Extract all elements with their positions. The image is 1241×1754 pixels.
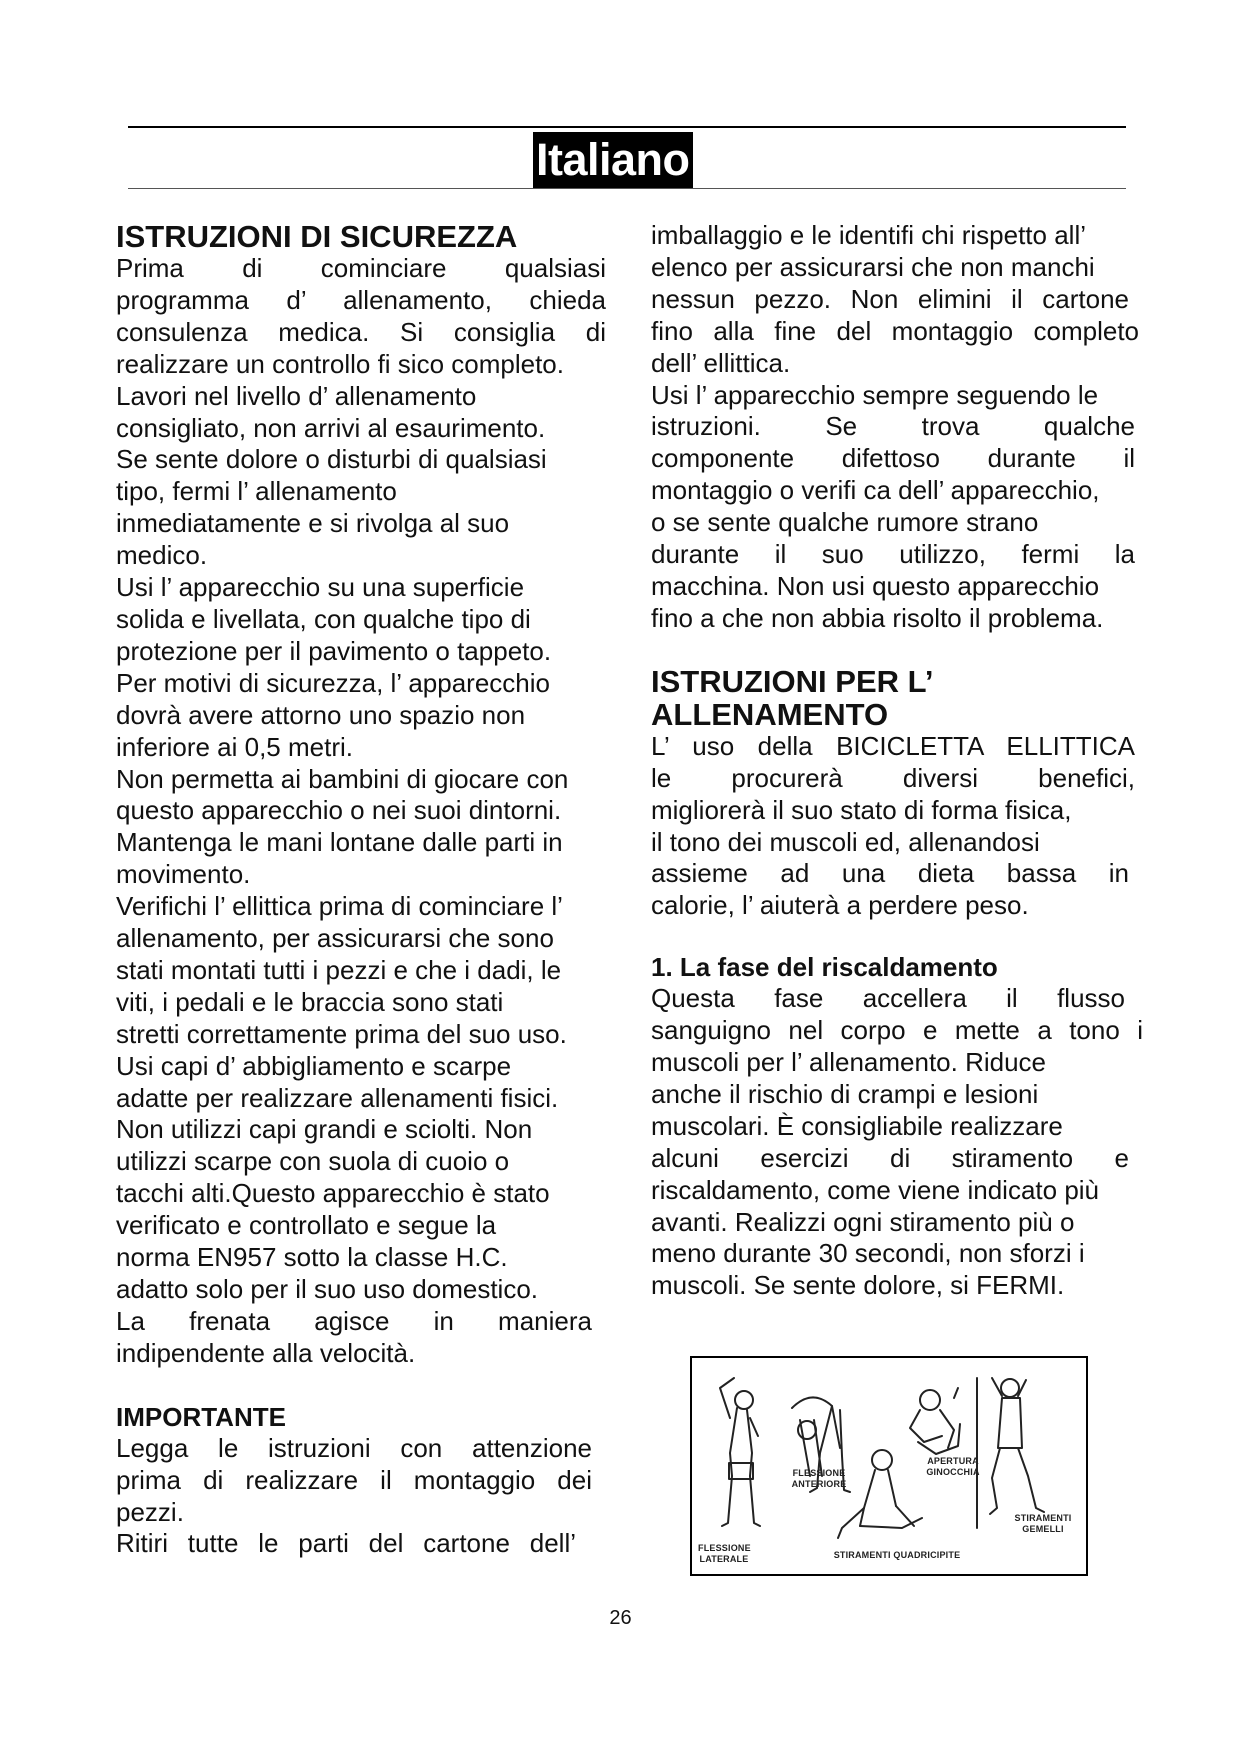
page-number: 26 — [609, 1607, 632, 1629]
text-line: calorie, l’ aiuterà a perdere peso. — [651, 890, 1029, 921]
text-line: Non permetta ai bambini di giocare con — [116, 763, 569, 794]
text-line: Usi capi d’ abbigliamento e scarpe — [116, 1050, 512, 1081]
text-line: Non utilizzi capi grandi e sciolti. Non — [116, 1114, 533, 1145]
text-line: montaggio o verifi ca dell’ apparecchio, — [651, 475, 1100, 506]
text-line: Usi l’ apparecchio sempre seguendo le — [651, 379, 1099, 410]
text-line: alcuni esercizi di stiramento e — [651, 1142, 1129, 1173]
text-line: avanti. Realizzi ogni stiramento più o — [651, 1206, 1075, 1237]
stretching-illustration — [692, 1358, 1085, 1573]
text-line: imballaggio e le identifi chi rispetto all’ — [651, 220, 1087, 250]
text-line: La frenata agisce in maniera — [116, 1305, 592, 1336]
text-line: durante il suo utilizzo, fermi la — [651, 539, 1135, 570]
spacer — [116, 1370, 606, 1402]
text-line: Ritiri tutte le parti del cartone dell’ — [116, 1528, 576, 1559]
continued-text — [651, 220, 1143, 635]
text-line: istruzioni. Se trova qualche — [651, 411, 1135, 442]
text-line: L’ uso della BICICLETTA ELLITTICA — [651, 730, 1135, 761]
text-line: muscolari. È consigliabile realizzare — [651, 1110, 1063, 1141]
label-calf-stretch: STIRAMENTI GEMELLI — [1014, 1513, 1072, 1534]
header-top-rule — [128, 126, 1126, 128]
text-line: o se sente qualche rumore strano — [651, 507, 1039, 538]
text-line: dovrà avere attorno uno spazio non — [116, 699, 526, 730]
training-text — [651, 731, 1143, 922]
label-forward-bend: FLESSIONE ANTERIORE — [791, 1468, 847, 1489]
header-bottom-rule — [128, 188, 1126, 189]
text-line: assieme ad una dieta bassa in — [651, 858, 1129, 889]
text-line: le procurerà diversi benefici, — [651, 762, 1135, 793]
label-knee-opening: APERTURA GINOCCHIA — [926, 1456, 980, 1477]
stretching-figure — [690, 1356, 1088, 1576]
text-line: solida e livellata, con qualche tipo di — [116, 603, 531, 634]
warmup-text — [651, 983, 1143, 1302]
text-line: muscoli. Se sente dolore, si FERMI. — [651, 1270, 1065, 1301]
text-line: componente difettoso durante il — [651, 443, 1135, 474]
warmup-heading: 1. La fase del riscaldamento — [651, 952, 998, 983]
text-line: Legga le istruzioni con attenzione — [116, 1432, 592, 1463]
safety-heading: ISTRUZIONI DI SICUREZZA — [116, 219, 518, 254]
text-line: migliorerà il suo stato di forma fisica, — [651, 794, 1072, 825]
text-line: adatto solo per il suo uso domestico. — [116, 1274, 539, 1304]
text-line: riscaldamento, come viene indicato più — [651, 1174, 1100, 1205]
spacer — [651, 922, 1143, 952]
text-line: viti, i pedali e le braccia sono stati — [116, 986, 504, 1017]
text-line: Se sente dolore o disturbi di qualsiasi — [116, 444, 547, 475]
training-heading — [651, 665, 1143, 731]
spacer — [651, 635, 1143, 665]
training-heading-line-1: ISTRUZIONI PER L’ — [651, 663, 934, 699]
text-line: il tono dei muscoli ed, allenandosi — [651, 826, 1040, 857]
text-line: adatte per realizzare allenamenti fisici. — [116, 1082, 559, 1113]
right-column — [651, 220, 1143, 1302]
text-line: protezione per il pavimento o tappeto. — [116, 635, 552, 666]
text-line: fino alla fine del montaggio completo — [651, 315, 1139, 346]
language-badge: Italiano — [533, 132, 693, 188]
text-line: elenco per assicurarsi che non manchi — [651, 251, 1095, 282]
text-line: questo apparecchio o nei suoi dintorni. — [116, 795, 562, 826]
text-line: stretti correttamente prima del suo uso. — [116, 1018, 567, 1049]
text-line: tipo, fermi l’ allenamento — [116, 476, 397, 507]
safety-text — [116, 253, 606, 1370]
training-heading-line-2: ALLENAMENTO — [651, 696, 889, 732]
text-line: macchina. Non usi questo apparecchio — [651, 570, 1100, 601]
text-line: allenamento, per assicurarsi che sono — [116, 923, 554, 954]
text-line: Lavori nel livello d’ allenamento — [116, 380, 477, 411]
text-line: pezzi. — [116, 1496, 184, 1527]
text-line: movimento. — [116, 859, 251, 890]
text-line: prima di realizzare il montaggio dei — [116, 1464, 592, 1495]
text-line: dell’ ellittica. — [651, 347, 791, 378]
text-line: meno durante 30 secondi, non sforzi i — [651, 1238, 1085, 1269]
left-column — [116, 220, 606, 1560]
text-line: consulenza medica. Si consiglia di — [116, 316, 606, 347]
text-line: Verifichi l’ ellittica prima di cominciare l’ — [116, 891, 563, 922]
important-heading: IMPORTANTE — [116, 1401, 286, 1432]
important-text — [116, 1433, 606, 1561]
label-lateral-bend: FLESSIONE LATERALE — [698, 1543, 751, 1564]
text-line: inferiore ai 0,5 metri. — [116, 731, 353, 762]
text-line: sanguigno nel corpo e mette a tono i — [651, 1015, 1143, 1046]
text-line: stati montati tutti i pezzi e che i dadi, le — [116, 954, 562, 985]
text-line: anche il rischio di crampi e lesioni — [651, 1078, 1039, 1109]
text-line: nessun pezzo. Non elimini il cartone — [651, 283, 1129, 314]
text-line: consigliato, non arrivi al esaurimento. — [116, 412, 546, 443]
text-line: medico. — [116, 540, 208, 571]
text-line: muscoli per l’ allenamento. Riduce — [651, 1047, 1047, 1078]
text-line: fino a che non abbia risolto il problema. — [651, 602, 1104, 633]
text-line: utilizzi scarpe con suola di cuoio o — [116, 1146, 510, 1177]
text-line: tacchi alti.Questo apparecchio è stato — [116, 1178, 550, 1209]
text-line: Prima di cominciare qualsiasi — [116, 253, 606, 283]
text-line: Questa fase accellera il flusso — [651, 983, 1125, 1014]
text-line: Mantenga le mani lontane dalle parti in — [116, 827, 563, 858]
text-line: realizzare un controllo fi sico completo. — [116, 348, 564, 379]
text-line: verificato e controllato e segue la — [116, 1210, 497, 1241]
text-line: inmediatamente e si rivolga al suo — [116, 508, 510, 539]
text-line: norma EN957 sotto la classe H.C. — [116, 1242, 508, 1273]
text-line: programma d’ allenamento, chieda — [116, 284, 606, 315]
text-line: indipendente alla velocità. — [116, 1337, 416, 1368]
text-line: Per motivi di sicurezza, l’ apparecchio — [116, 667, 550, 698]
text-line: Usi l’ apparecchio su una superficie — [116, 572, 525, 603]
label-quad-stretch: STIRAMENTI QUADRICIPITE — [833, 1550, 961, 1560]
